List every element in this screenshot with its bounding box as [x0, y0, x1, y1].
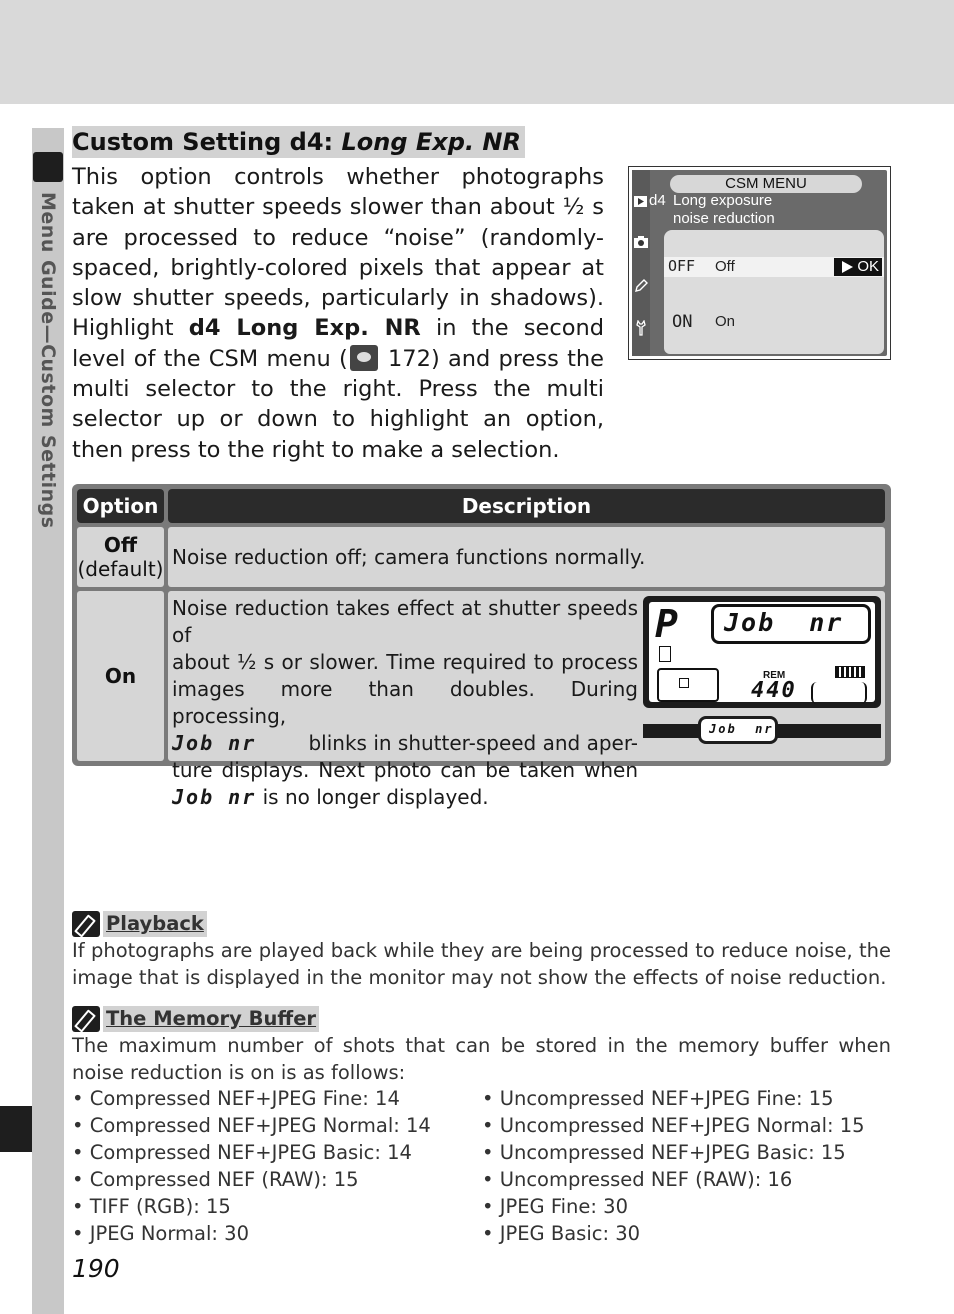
- desc-line: blinks in shutter-speed and aper-: [308, 731, 638, 755]
- menu-item-code: d4: [649, 192, 666, 209]
- card-icon: [659, 646, 671, 662]
- menu-tab-bar: [632, 170, 650, 356]
- list-item: • Uncompressed NEF+JPEG Normal: 15: [482, 1112, 865, 1139]
- title-setting-name: Long Exp. NR: [341, 128, 521, 156]
- list-item: • Uncompressed NEF+JPEG Fine: 15: [482, 1085, 865, 1112]
- option-on-code: ON: [672, 312, 693, 332]
- list-item: • Compressed NEF+JPEG Normal: 14: [72, 1112, 431, 1139]
- pencil-icon: [72, 1006, 100, 1032]
- remaining-label: REM: [763, 670, 786, 681]
- buffer-note-title: The Memory Buffer: [103, 1006, 319, 1032]
- csm-menu-screen: [628, 166, 891, 360]
- intro-paragraph: [72, 162, 604, 465]
- camera-tab-icon: [633, 234, 649, 250]
- viewfinder-text: Job nr: [709, 722, 774, 736]
- description-off-text: Noise reduction off; camera functions normally.: [172, 545, 646, 569]
- battery-icon: [835, 666, 865, 678]
- list-item: • Compressed NEF (RAW): 15: [72, 1166, 431, 1193]
- playback-tab-icon: [633, 194, 649, 210]
- page-number: 190: [72, 1254, 120, 1283]
- header-band: [0, 0, 954, 104]
- column-header-description: Description: [168, 489, 885, 523]
- playback-note-body: If photographs are played back while they are being processed to reduce noise, the image that is displayed in the monitor may not show the effects of noise reduction.: [72, 939, 891, 989]
- desc-line: about ½ s or slower. Time required to process: [172, 650, 638, 674]
- metering-area-box: [657, 668, 719, 702]
- menu-item-title: [673, 192, 775, 228]
- busy-indicator-text: Job nr: [172, 785, 257, 809]
- desc-line: images more than doubles. During processing,: [172, 677, 638, 728]
- option-cell-off: [77, 527, 164, 587]
- busy-indicator-text: Job nr: [172, 731, 257, 755]
- remaining-count: 440: [751, 678, 797, 703]
- option-on-name: On: [104, 664, 137, 688]
- pencil-icon: [33, 152, 63, 182]
- playback-note-title: Playback: [103, 911, 207, 937]
- buffer-list-left: [72, 1085, 431, 1247]
- exposure-mode-indicator: P: [655, 602, 678, 646]
- description-cell-off: [168, 527, 885, 587]
- section-tab-marker: [0, 1106, 32, 1152]
- list-item: • Compressed NEF+JPEG Fine: 14: [72, 1085, 431, 1112]
- shutter-aperture-text: Job nr: [724, 608, 844, 637]
- list-item: • JPEG Basic: 30: [482, 1220, 865, 1247]
- ok-button[interactable]: OK: [834, 258, 882, 276]
- page-reference-icon: [350, 345, 378, 371]
- option-off-name: Off: [103, 533, 138, 557]
- intro-text-1: This option controls whether photographs taken at shutter speeds slower than about ½ s are processed to reduce “noise” (randomly-spaced, brightly-colored pixels that appear at slow shutter speeds, particularly in shadows). Highlight: [72, 164, 604, 342]
- menu-header: CSM MENU: [670, 175, 862, 193]
- playback-note-heading: [72, 910, 207, 938]
- menu-item-title-line1: Long exposure: [673, 192, 773, 209]
- list-item: • Uncompressed NEF+JPEG Basic: 15: [482, 1139, 865, 1166]
- control-panel-illustration: [643, 596, 881, 708]
- list-item: • JPEG Fine: 30: [482, 1193, 865, 1220]
- desc-line: ture displays. Next photo can be taken when: [172, 758, 638, 782]
- option-off-code: OFF: [668, 257, 696, 275]
- side-section-label: Menu Guide—Custom Settings: [37, 192, 59, 529]
- option-off-label: Off: [715, 258, 735, 275]
- title-prefix: Custom Setting d4:: [72, 128, 342, 156]
- intro-text-3: ) and press the multi selector to the right. Press the multi selector up or down to highlight an option, then press to the right to make a selection.: [72, 345, 604, 463]
- option-on-label[interactable]: On: [715, 313, 736, 330]
- buffer-list-right: [482, 1085, 865, 1247]
- viewfinder-display-box: [698, 716, 778, 744]
- intro-bold: d4 Long Exp. NR: [188, 315, 421, 342]
- options-panel: [664, 230, 884, 354]
- page-title: [72, 126, 525, 158]
- list-item: • Uncompressed NEF (RAW): 16: [482, 1166, 865, 1193]
- pencil-icon: [72, 911, 100, 937]
- bracket-indicator: [811, 682, 867, 704]
- intro-text-2: in the second level of the CSM menu (: [72, 315, 605, 372]
- metering-icon: [679, 678, 689, 688]
- description-on-text: [172, 595, 638, 811]
- desc-line: is no longer displayed.: [262, 785, 489, 809]
- list-item: • Compressed NEF+JPEG Basic: 14: [72, 1139, 431, 1166]
- buffer-note-body: The maximum number of shots that can be stored in the memory buffer when noise reduction is on is as follows:: [72, 1034, 891, 1084]
- list-item: • JPEG Normal: 30: [72, 1220, 431, 1247]
- column-header-option: Option: [77, 489, 164, 523]
- list-item: • TIFF (RGB): 15: [72, 1193, 431, 1220]
- desc-line: Noise reduction takes effect at shutter speeds of: [172, 596, 638, 647]
- page-reference[interactable]: 172: [387, 345, 431, 372]
- menu-item-title-line2: noise reduction: [673, 210, 775, 227]
- buffer-note-heading: [72, 1005, 319, 1033]
- option-off-default-note: (default): [77, 557, 164, 581]
- wrench-tab-icon: [633, 320, 649, 336]
- pencil-tab-icon: [633, 278, 649, 294]
- shutter-aperture-display: [711, 604, 871, 644]
- option-cell-on: [77, 591, 164, 761]
